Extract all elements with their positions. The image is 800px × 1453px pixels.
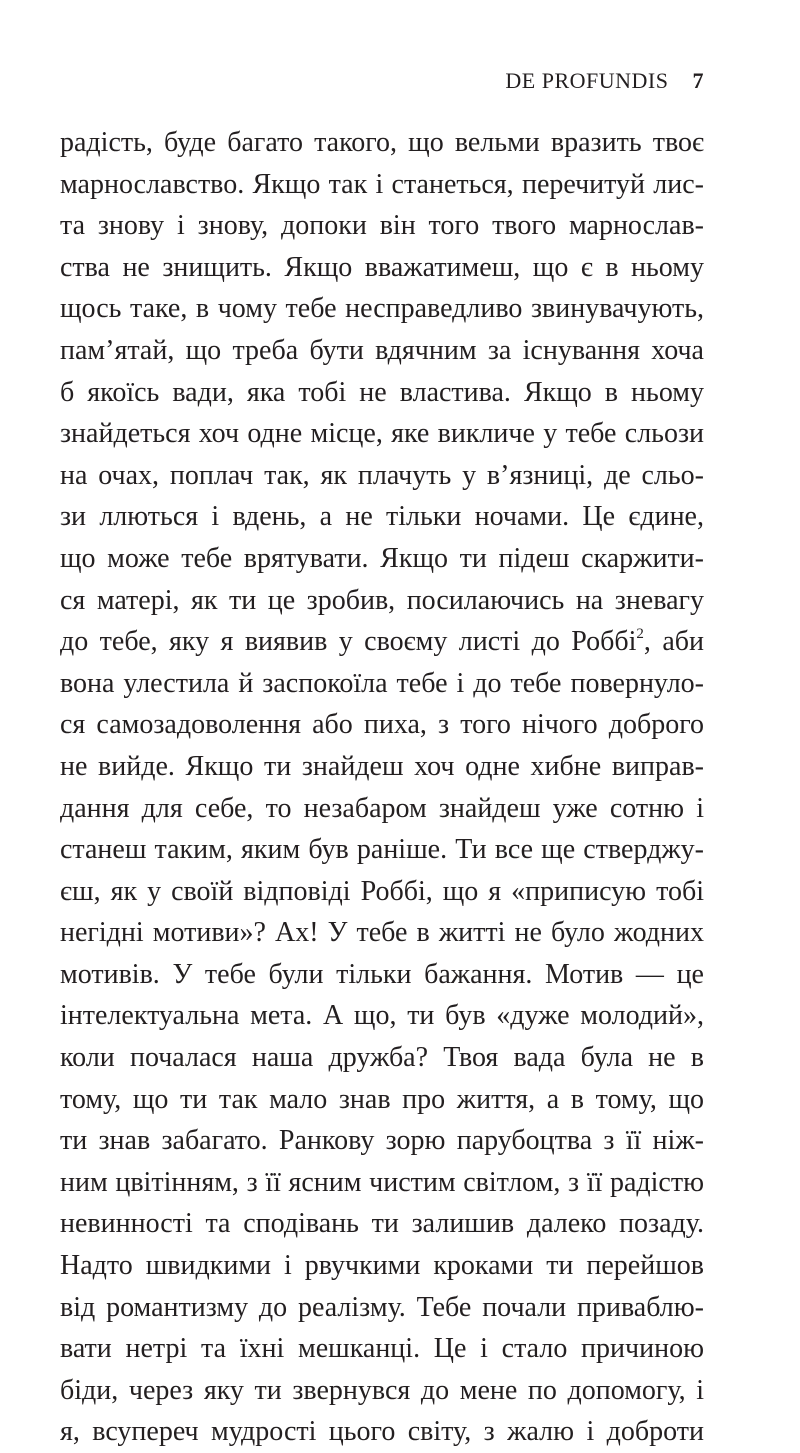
text-line: дання для себе, то незабаром знайдеш уже сотню і xyxy=(60,792,704,824)
text-line: вати нетрі та їхні мешканці. Це і стало причиною xyxy=(60,1333,704,1365)
text-line: інтелектуальна мета. А що, ти був «дуже молодий», xyxy=(60,1000,704,1032)
text-line: зи ллються і вдень, а не тільки ночами. Це єдине, xyxy=(60,501,704,533)
text-line: щось таке, в чому тебе несправедливо звинувачують, xyxy=(60,293,704,325)
page-number: 7 xyxy=(692,68,704,93)
text-line: мотивів. У тебе були тільки бажання. Мотив — це xyxy=(60,958,704,990)
running-head xyxy=(505,68,704,94)
text-line: пам’ятай, що треба бути вдячним за існування хоча xyxy=(60,334,704,366)
text-line: невинності та сподівань ти залишив далеко позаду. xyxy=(60,1208,704,1240)
text-line: не вийде. Якщо ти знайдеш хоч одне хибне виправ- xyxy=(60,750,704,782)
text-line: знайдеться хоч одне місце, яке викличе у тебе сльози xyxy=(60,418,704,450)
text-line: я, всупереч мудрості цього світу, з жалю і доброти xyxy=(60,1416,704,1448)
text-line: єш, як у своїй відповіді Роббі, що я «приписую тобі xyxy=(60,875,704,907)
text-line: ним цвітінням, з її ясним чистим світлом, з її радістю xyxy=(60,1166,704,1198)
text-line: негідні мотиви»? Ах! У тебе в житті не було жодних xyxy=(60,917,704,949)
text-line: ти знав забагато. Ранкову зорю парубоцтва з її ніж- xyxy=(60,1125,704,1157)
running-head-title: DE PROFUNDIS xyxy=(505,68,669,93)
text-line: тому, що ти так мало знав про життя, а в тому, що xyxy=(60,1083,704,1115)
text-line: ся матері, як ти це зробив, посилаючись на зневагу xyxy=(60,584,704,616)
text-segment: , аби xyxy=(643,626,704,658)
text-line: вона улестила й заспокоїла тебе і до тебе повернуло- xyxy=(60,667,704,699)
text-line: від романтизму до реалізму. Тебе почали приваблю- xyxy=(60,1291,704,1323)
text-line: що може тебе врятувати. Якщо ти підеш скаржити- xyxy=(60,542,704,574)
text-line-with-footnote xyxy=(60,621,704,663)
text-segment: до тебе, яку я виявив у своєму листі до Роббі xyxy=(60,626,637,658)
text-line: ся самозадоволення або пиха, з того нічого доброго xyxy=(60,709,704,741)
text-line: ства не знищить. Якщо вважатимеш, що є в ньому xyxy=(60,251,704,283)
body-text xyxy=(60,122,704,1453)
text-line: марнославство. Якщо так і станеться, перечитуй лис- xyxy=(60,168,704,200)
text-line: радість, буде багато такого, що вельми вразить твоє xyxy=(60,127,704,158)
text-line: коли почалася наша дружба? Твоя вада була не в xyxy=(60,1042,704,1074)
text-line: біди, через яку ти звернувся до мене по допомогу, і xyxy=(60,1374,704,1406)
footnote-mark[interactable]: 2 xyxy=(636,626,644,643)
text-line: станеш таким, яким був раніше. Ти все ще стверджу- xyxy=(60,834,704,866)
text-line: на очах, поплач так, як плачуть у в’язниці, де сльо- xyxy=(60,459,704,491)
text-line: та знову і знову, допоки він того твого марнослав- xyxy=(60,210,704,242)
text-line: б якоїсь вади, яка тобі не властива. Якщо в ньому xyxy=(60,376,704,408)
text-line: Надто швидкими і рвучкими кроками ти перейшов xyxy=(60,1250,704,1282)
